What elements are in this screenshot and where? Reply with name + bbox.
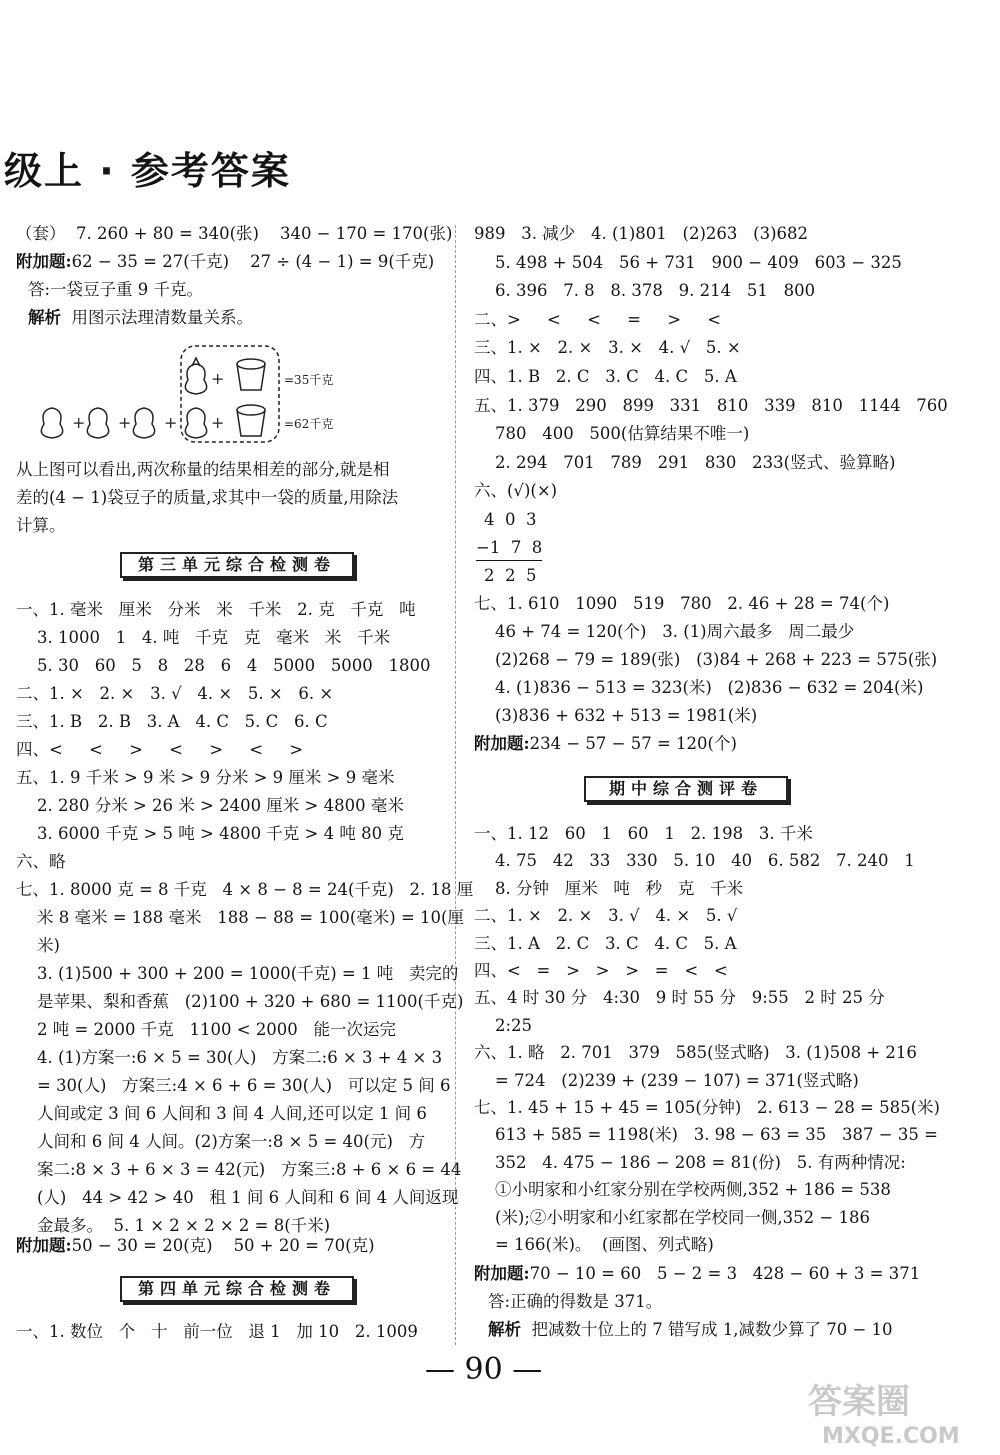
answer-line: ①小明家和小红家分别在学校两侧,352 + 186 = 538 [474,1180,891,1200]
answer-line: 5. 30 60 5 8 28 6 4 5000 5000 1800 [16,656,431,675]
svg-text:+: + [118,413,132,432]
answer-line: 二、> < < = > < [474,309,722,329]
answer-line: = 166(米)。 (画图、列式略) [474,1235,714,1254]
bags-buckets-diagram [36,340,456,450]
answer-line: 352 4. 475 − 186 − 208 = 81(份) 5. 有两种情况: [474,1152,906,1172]
answer-line: 答:正确的得数是 371。 [488,1292,663,1311]
answer-line: 2. 294 701 789 291 830 233(竖式、验算略) [474,452,896,472]
answer-line: 四、< = > > > = < < [474,961,728,980]
svg-text:+: + [164,413,178,432]
bag-icon [185,358,206,394]
extra-question-line [16,250,434,274]
midterm-section-title: 期中综合测评卷 [584,776,788,802]
answer-line: 5. 498 + 504 56 + 731 900 − 409 603 − 325 [474,252,902,272]
analysis-line: 计算。 [16,516,66,535]
answer-line: 七、1. 8000 克 = 8 千克 4 × 8 − 8 = 24(千克) 2. 18 厘 [16,880,474,899]
analysis-text: 用图示法理清数量关系。 [71,308,253,327]
analysis-line [488,1318,893,1342]
extra-question-text: 234 − 57 − 57 = 120(个) [529,734,737,753]
extra-question-tag: 附加题: [16,1236,72,1255]
watermark-logo [800,1375,990,1450]
answer-line: 五、1. 379 290 899 331 810 339 810 1144 760 [474,395,948,415]
answer-line: 4. (1)836 − 513 = 323(米) (2)836 − 632 = 204(米) [474,678,924,697]
vertical-calc-result: 2 2 5 [484,566,537,585]
extra-question-tag: 附加题: [474,1264,530,1283]
extra-question-text: 62 − 35 = 27(千克) 27 ÷ (4 − 1) = 9(千克) [71,252,435,271]
extra-question-line [474,732,737,756]
answer-line: 一、1. 12 60 1 60 1 2. 198 3. 千米 [474,824,813,843]
answer-line: 人间和 6 间 4 人间。(2)方案一:8 × 5 = 40(元) 方 [16,1132,426,1151]
unit3-section-title: 第三单元综合检测卷 [120,552,354,578]
vertical-calc-row: −1 7 8 [476,536,542,561]
answer-line: 答:一袋豆子重 9 千克。 [28,280,204,299]
answer-line: 人间或定 3 间 6 人间和 3 间 4 人间,还可以定 1 间 6 [16,1104,427,1123]
answer-line: (3)836 + 632 + 513 = 1981(米) [474,706,758,725]
svg-text:+: + [211,413,225,432]
analysis-text: 把减数十位上的 7 错写成 1,减数少算了 70 − 10 [531,1320,893,1339]
answer-line: 4. (1)方案一:6 × 5 = 30(人) 方案二:6 × 3 + 4 × 3 [16,1048,443,1067]
vertical-calc-row: 4 0 3 [484,510,537,529]
answer-line: 46 + 74 = 120(个) 3. (1)周六最多 周二最少 [474,622,855,641]
analysis-line: 差的(4 − 1)袋豆子的质量,求其中一袋的质量,用除法 [16,488,399,507]
answer-line: 3. 6000 千克 > 5 吨 > 4800 千克 > 4 吨 80 克 [16,824,404,843]
extra-question-line [474,1262,920,1286]
answer-line: 七、1. 610 1090 519 780 2. 46 + 28 = 74(个) [474,594,890,613]
svg-text:+: + [72,413,86,432]
watermark-text: MXQE.COM [822,1424,960,1449]
answer-line: 米 8 毫米 = 188 毫米 188 − 88 = 100(毫米) = 10(厘 [16,908,464,927]
answer-line: (米);②小明家和小红家都在学校同一侧,352 − 186 [474,1207,870,1227]
answer-line: 8. 分钟 厘米 吨 秒 克 千米 [474,878,744,898]
answer-line: 2:25 [474,1015,533,1035]
analysis-line [28,306,253,330]
analysis-tag: 解析 [28,308,61,327]
analysis-tag: 解析 [488,1320,521,1339]
answer-line: 四、1. B 2. C 3. C 4. C 5. A [474,367,737,386]
answer-line: 六、(√)(×) [474,481,558,501]
answer-line: (人) 44 > 42 > 40 租 1 间 6 人间和 6 间 4 人间返现 [16,1188,459,1207]
answer-line: 是苹果、梨和香蕉 (2)100 + 320 + 680 = 1100(千克) [16,992,464,1011]
answer-line: 四、< < > < > < > [16,740,304,759]
answer-line: 六、1. 略 2. 701 379 585(竖式略) 3. (1)508 + 216 [474,1043,917,1063]
answer-line: = 30(人) 方案三:4 × 6 + 6 = 30(人) 可以定 5 间 6 [16,1076,451,1095]
answer-line: 米) [16,936,60,955]
answer-line: 989 3. 减少 4. (1)801 (2)263 (3)682 [474,224,809,243]
answer-line: 七、1. 45 + 15 + 45 = 105(分钟) 2. 613 − 28 = 585(米) [474,1098,940,1117]
bag-icon [41,408,62,438]
answer-line: 三、1. B 2. B 3. A 4. C 5. C 6. C [16,712,328,731]
watermark-text: 答案圈 [808,1382,910,1422]
unit4-section-title: 第四单元综合检测卷 [120,1276,354,1302]
diagram-label-2: =62千克 [284,417,334,431]
bag-icon [185,408,206,438]
answer-line: 五、4 时 30 分 4:30 9 时 55 分 9:55 2 时 25 分 [474,988,885,1008]
extra-question-tag: 附加题: [474,734,530,753]
bucket-icon [237,359,265,390]
analysis-line: 从上图可以看出,两次称量的结果相差的部分,就是相 [16,460,390,479]
answer-line: 6. 396 7. 8 8. 378 9. 214 51 800 [474,281,816,301]
answer-line: （套） 7. 260 + 80 = 340(张) 340 − 170 = 170(张) [16,224,453,243]
bag-icon [133,408,154,438]
answer-line: 一、1. 毫米 厘米 分米 米 千米 2. 克 千克 吨 [16,600,416,619]
answer-line: 780 400 500(估算结果不唯一) [474,424,750,444]
answer-line: 五、1. 9 千米 > 9 米 > 9 分米 > 9 厘米 > 9 毫米 [16,768,395,787]
diagram-label-1: =35千克 [284,373,334,387]
answer-line: 一、1. 数位 个 十 前一位 退 1 加 10 2. 1009 [16,1322,418,1341]
answer-line: 2 吨 = 2000 千克 1100 < 2000 能一次运完 [16,1020,397,1039]
answer-line: 二、1. × 2. × 3. √ 4. × 5. × 6. × [16,684,334,703]
answer-line: 613 + 585 = 1198(米) 3. 98 − 63 = 35 387 − 35 = [474,1125,938,1145]
answer-line: 金最多。 5. 1 × 2 × 2 × 2 = 8(千米) [16,1216,331,1235]
answer-line: 2. 280 分米 > 26 米 > 2400 厘米 > 4800 毫米 [16,796,404,815]
extra-question-text: 70 − 10 = 60 5 − 2 = 3 428 − 60 + 3 = 371 [529,1264,921,1283]
answer-line: 三、1. × 2. × 3. × 4. √ 5. × [474,338,741,358]
svg-text:+: + [211,369,225,388]
extra-question-tag: 附加题: [16,252,72,271]
page-number: — 90 — [425,1352,543,1387]
answer-line: 三、1. A 2. C 3. C 4. C 5. A [474,933,737,953]
extra-question-text: 50 − 30 = 20(克) 50 + 20 = 70(克) [71,1236,375,1255]
answer-line: = 724 (2)239 + (239 − 107) = 371(竖式略) [474,1070,859,1090]
answer-line: 3. 1000 1 4. 吨 千克 克 毫米 米 千米 [16,628,391,647]
bucket-icon [237,405,265,415]
answer-line: 案二:8 × 3 + 6 × 3 = 42(元) 方案三:8 + 6 × 6 = 44 [16,1160,462,1179]
answer-line: 二、1. × 2. × 3. √ 4. × 5. √ [474,906,738,926]
answer-line: 六、略 [16,852,66,871]
bag-icon [87,408,108,438]
answer-line: 3. (1)500 + 300 + 200 = 1000(千克) = 1 吨 卖完的 [16,964,459,983]
answer-line: (2)268 − 79 = 189(张) (3)84 + 268 + 223 = 575(张) [474,650,938,669]
answer-line: 4. 75 42 33 330 5. 10 40 6. 582 7. 240 1 [474,851,915,871]
extra-question-line [16,1234,375,1258]
page-header-title: 级上 · 参考答案 [4,149,291,193]
